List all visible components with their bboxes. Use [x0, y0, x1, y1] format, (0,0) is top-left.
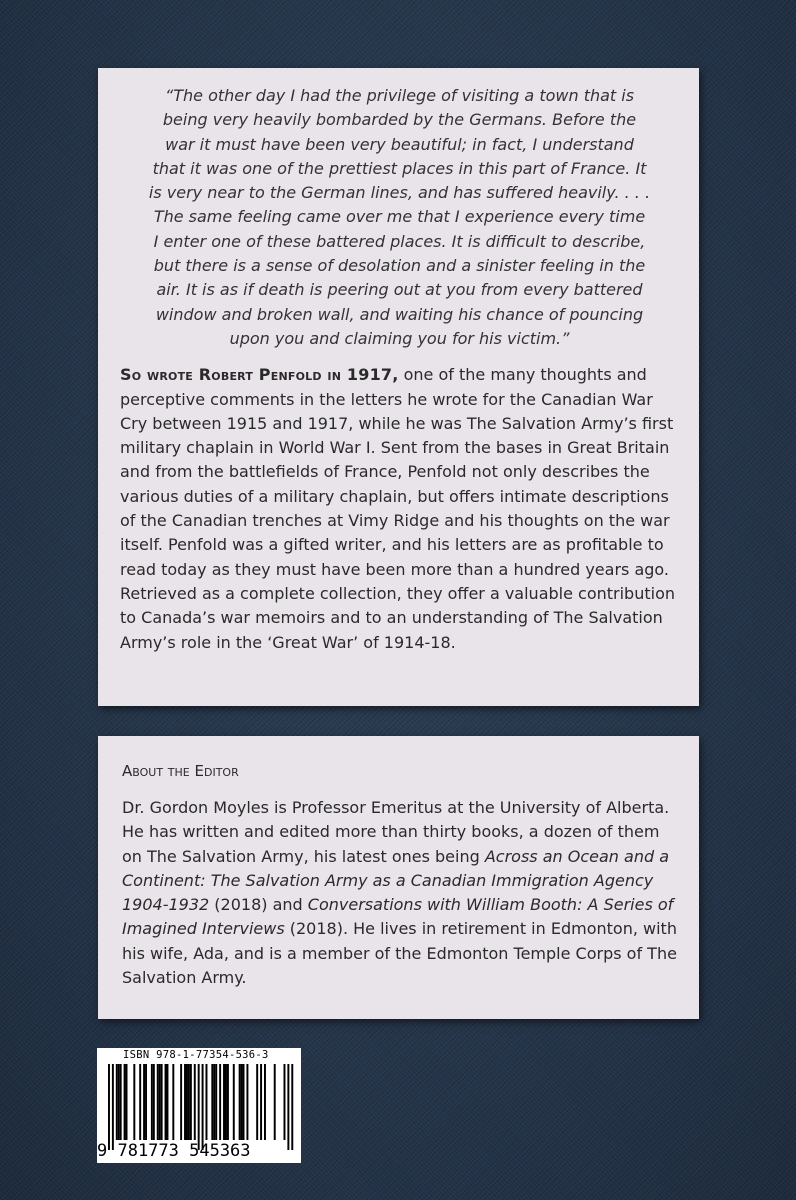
quote-line: war it must have been very beautiful; in fact, I understand [165, 134, 634, 154]
barcode-bar [157, 1064, 159, 1140]
barcode-bar [124, 1064, 126, 1140]
quote-line: but there is a sense of desolation and a sinister feeling in the [153, 256, 646, 276]
barcode-bar [223, 1064, 225, 1140]
about-editor-heading: About the Editor [122, 762, 239, 780]
barcode-bar [153, 1064, 155, 1140]
barcode-bar [159, 1064, 161, 1140]
editor-bio-part1: Dr. Gordon Moyles is Professor Emeritus at the University of Alberta. He has written and edited more than thirty books, a dozen of them on The Salvation Army, his latest ones being [122, 798, 670, 866]
barcode-bar [227, 1064, 229, 1140]
quote-line: I enter one of these battered places. It is difficult to describe, [153, 231, 646, 251]
barcode-bar [202, 1064, 204, 1150]
barcode-bar [194, 1064, 196, 1140]
barcode-bar [239, 1064, 241, 1140]
quote-line: air. It is as if death is peering out at you from every battered [156, 280, 643, 300]
barcode-bar [167, 1064, 169, 1140]
quote-line: upon you and claiming you for his victim.” [229, 328, 570, 348]
barcode-bar [112, 1064, 114, 1150]
barcode-bar [188, 1064, 190, 1140]
barcode-bar [246, 1064, 248, 1140]
barcode-bar [198, 1064, 200, 1150]
barcode-bar [133, 1064, 135, 1140]
barcode-bar [291, 1064, 293, 1150]
description-lead: So wrote Robert Penfold in 1917, [120, 365, 399, 385]
editor-bio-part2: (2018) and [209, 895, 308, 915]
editor-book1-title: Across an Ocean and a Continent: The Salvation Army as a Canadian Immigration Agency 1904-1932 [122, 846, 669, 915]
quote-line: window and broken wall, and waiting his chance of pouncing [155, 304, 644, 324]
barcode-bar [206, 1064, 208, 1140]
barcode-bar [213, 1064, 215, 1140]
opening-quote [120, 84, 679, 351]
editor-bio-part3: (2018). He lives in retirement in Edmonton, with his wife, Ada, and is a member of the Edmonton Temple Corps of The Salvation Army. [122, 919, 677, 988]
barcode-bar [215, 1064, 217, 1140]
barcode-bar [190, 1064, 192, 1140]
book-description [120, 363, 679, 655]
barcode-bar [180, 1064, 182, 1140]
quote-line: being very heavily bombarded by the Germans. Before the [162, 110, 637, 130]
barcode-bar [116, 1064, 118, 1140]
about-editor-panel [98, 736, 699, 1019]
quote-line: that it was one of the prettiest places in this part of France. It [152, 158, 647, 178]
quote-line: is very near to the German lines, and has suffered heavily. . . . [148, 183, 651, 203]
barcode-bar [233, 1064, 235, 1140]
editor-bio [122, 796, 679, 990]
editor-book2-title: Conversations with William Booth: A Series of Imagined Interviews [122, 895, 674, 939]
barcode-bar [118, 1064, 120, 1140]
barcode-bar [165, 1064, 167, 1140]
barcode-bar [143, 1064, 145, 1140]
quote-line: “The other day I had the privilege of visiting a town that is [164, 86, 635, 105]
barcode-bar [172, 1064, 174, 1140]
barcode-bar [274, 1064, 276, 1140]
description-text: one of the many thoughts and perceptive comments in the letters he wrote for the Canadian War Cry between 1915 and 1917, while he was The Salvation Army’s first military chaplain in World War I. Sent from the bases in Great Britain and from the battlefields of France, Penfold not only describes the various duties of a military chaplain, but offers intimate descriptions of the Canadian trenches at Vimy Ridge and his thoughts on the war itself. Penfold was a gifted writer, and his letters are as profitable to read today as they must have been more than a hundred years ago. Retrieved as a complete collection, they offer a valuable contribution to Canada’s war memoirs and to an understanding of The Salvation Army’s role in the ‘Great War’ of 1914-18. [120, 365, 675, 652]
isbn-barcode [97, 1048, 301, 1163]
barcode-bar [139, 1064, 141, 1140]
barcode-bar [211, 1064, 213, 1140]
barcode-digits: 9 781773 545363 [97, 1141, 251, 1161]
barcode-bar [151, 1064, 153, 1140]
barcode-bar [120, 1064, 122, 1140]
barcode-bar [219, 1064, 221, 1140]
barcode-bar [161, 1064, 163, 1140]
barcode-bar [256, 1064, 258, 1140]
barcode-bar [108, 1064, 110, 1150]
barcode-bar [241, 1064, 243, 1140]
barcode-bar [126, 1064, 128, 1140]
barcode-bar [287, 1064, 289, 1150]
barcode-bar [145, 1064, 147, 1140]
quote-line: The same feeling came over me that I experience every time [153, 207, 646, 227]
isbn-label: ISBN 978-1-77354-536-3 [123, 1049, 269, 1061]
barcode-bar [186, 1064, 188, 1140]
barcode-bar [264, 1064, 266, 1140]
barcode-bar [243, 1064, 245, 1140]
barcode-bar [184, 1064, 186, 1140]
barcode-bar [225, 1064, 227, 1140]
barcode-bar [284, 1064, 286, 1140]
description-panel [98, 68, 699, 706]
barcode-bar [260, 1064, 262, 1140]
